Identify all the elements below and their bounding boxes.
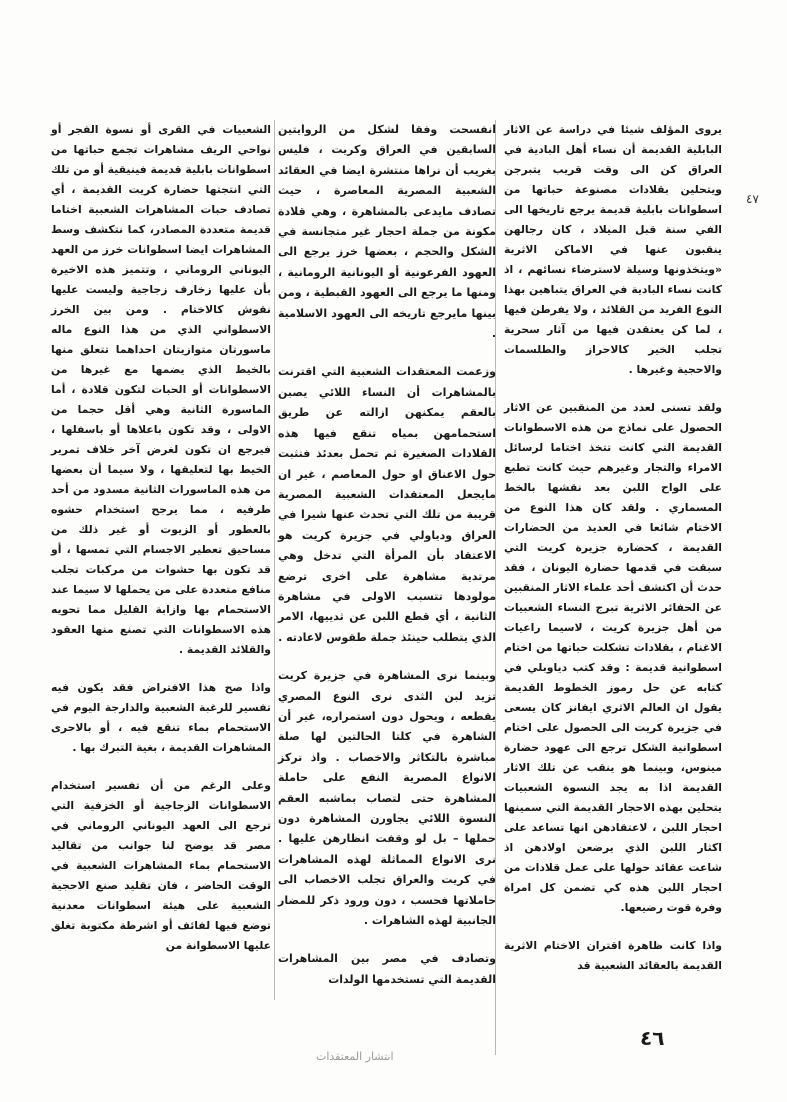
margin-annotation: ٤٧	[746, 192, 759, 206]
text-column-right	[504, 120, 722, 994]
page-number: ٤٦	[640, 1026, 665, 1050]
paragraph: الشعبيات في القرى أو نسوة الفجر أو نواحي الريف مشاهرات تجمع حباتها من اسطوانات بابلية قديمة فينيقية أو من تلك التي انتجتها حضارة كريت القديمة ، أي تصادف حبات المشاهرات الشعبية اختاما قديمة متعددة المصادر، كما نتكشف وسط المشاهرات ايضا اسطوانات خرز من العهد اليوناني الروماني ، وتتميز هذه الاخيرة بأن عليها زخارف زجاجية وليست عليها نقوش كالاختام . ومن بين الخرز الاسطواني الذي من هذا النوع ماله ماسورتان متوازيتان احداهما تتعلق منها بالخيط الذي يضمها مع غيرها من الاسطوانات أو الحبات لتكون قلادة ، أما الماسورة الثانية وهي أقل حجما من الاولى ، وقد تكون باعلاها أو باسفلها ، فيرجع ان تكون لغرض آخر خلاف تمرير الخيط بها لتعليقها ، ولا سيما أن بعضها من هذه الماسورات الثانية مسدود من أحد طرفيه ، مما يرجح استخدام حشوه بالعطور أو الزيوت أو غير ذلك من مساحيق تعطير الاجسام التي تمسها ، أو قد تكون بها حشوات من مركبات تجلب منافع متعددة على من يحملها لا سيما عند الاستحمام بها وازابة القليل مما تحويه هذه الاسطوانات التي تصنع منها العقود والقلائد القديمة .	[51, 123, 271, 656]
paragraph: انفسحت وفقا لشكل من الروايتين السابقين في العراق وكريت ، فليس بغريب أن نراها منتشرة ايضا في العقائد الشعبية المصرية المعاصرة ، حيث تصادف مايدعى بالمشاهرة ، وهي قلادة مكونة من جملة احجار غير متجانسة في الشكل والحجم ، بعضها خرز يرجع الى العهود الفرعونية أو اليونانية الرومانية ، ومنها ما يرجع الى العهود القبطية ، ومن بينها مايرجع تاريخه الى العهود الاسلامية .	[278, 123, 496, 341]
column-divider	[274, 120, 275, 1000]
footer-smudge: انتشار المعتقدات	[316, 1050, 394, 1063]
paragraph: وبينما نرى المشاهرة في جزيرة كريت تزيد لبن الثدى نرى النوع المصري يقطعه ، ويحول دون استمراره، غير أن الشاهرة في كلتا الحالتين لها صلة مباشرة بالتكاثر والاخصاب . واذ تركز الانواع المصرية النفع على حاملة المشاهرة حتى لتصاب بماشبه العقم النسوة اللائي يجاورن المشاهرة دون حملها – بل لو وقفت انظارهن عليها . نرى الانواع المماثلة لهذه المشاهرات في كريت والعراق تجلب الاخصاب الى حاملاتها فحسب ، دون ورود ذكر للمضار الجانبية لهذه الشاهرات .	[278, 669, 496, 928]
paragraph: واذا كانت ظاهرة اقتران الاختام الاثرية القديمة بالعقائد الشعبية قد	[504, 939, 722, 972]
paragraph: واذا صح هذا الافتراض فقد يكون فيه تفسير للرغبة الشعبية والدارجة اليوم في الاستحمام بماء تنقع فيه ، أو بالاحرى المشاهرات القديمة ، بغية التبرك بها .	[51, 681, 271, 754]
paragraph: وعلى الرغم من أن تفسير استخدام الاسطوانات الزجاجية أو الخزفية التي ترجع الى العهد اليوناني الروماني في مصر قد يوضح لنا جوانب من تقاليد الاستحمام بماء المشاهرات الشعبية في الوقت الحاضر ، فان تقليد صنع الاحجية الشعبية على هيئة اسطوانات معدنية توضع فيها لفائف أو اشرطة مكتوبة تغلق عليها الاسطوانة من	[51, 779, 271, 952]
paragraph: وزعمت المعتقدات الشعبية التي اقترنت بالمشاهرات أن النساء اللائي يصبن بالعقم يمكنهن ازالته عن طريق استحمامهن بمياه تنقع فيها هذه القلادات الصغيرة ثم تحمل بعدئذ فتثبت حول الاعناق او حول المعاصم ، غير ان مايجعل المعتقدات الشعبية المصرية قريبة من تلك التي تحدث عنها شيرا في العراق ودياولي في جزيرة كريت هو الاعتقاد بأن المرأة التي تدخل وهي مرتدية مشاهرة على اخرى ترضع مولودها تتسبب الاولى في مشاهرة الثانية ، أي قطع اللبن عن ثدييها، الامر الذي يتطلب حينئذ جملة طقوس لاعادته .	[278, 365, 496, 644]
text-column-middle	[278, 120, 496, 1008]
paragraph: ولقد تسنى لعدد من المنقبين عن الاثار الحصول على نماذج من هذه الاسطوانات القديمة التي كانت تتخذ اختاما لرسائل الامراء والتجار وغيرهم حيث كانت تطبع على الواح اللبن بعد نقشها بالخط المسماري . ولقد كان هذا النوع من الاختام شائعا في العديد من الحضارات القديمة ، كحضارة جزيرة كريت التي سبقت في قدمها حضارة اليونان ، فقد حدث أن اكتشف أحد علماء الاثار المنقبين عن الحفائر الاثرية تبرج النساء الشعبيات من أهل جزيرة كريت ، لاسيما راعيات الاغنام ، بقلادات تشكلت حباتها من اختام اسطوانية قديمة : وقد كتب دياوبلي في كتابه عن حل رموز الخطوط القديمة يقول ان العالم الاثري ايفانز كان يسعى في جزيرة كريت الى الحصول على اختام اسطوانية الشكل ترجع الى عهود حضارة مينوس، وبينما هو ينقب عن تلك الاثار القديمة اذا به يجد النسوة الشعبيات يتحلين بهذه الاحجار القديمة التي سمينها احجار اللبن ، لاعتقادهن انها تساعد على اكثار اللبن الذي يرضعن اولادهن اذ شاعت عقائد حولها على عمل قلادات من احجار اللبن هذه كي تضمن كل امراة وفرة قوت رضيعها.	[504, 401, 722, 914]
text-column-left	[51, 120, 271, 974]
paragraph: يروى المؤلف شيئا في دراسة عن الاثار البابلية القديمة أن نساء أهل البادية في العراق كن الى وقت قريب يتبرجن ويتحلين بقلادات مصنوعة حباتها من اسطوانات بابلية قديمة يرجع تاريخها الى الفي سنة قبل الميلاد ، كان رجالهن ينقبون عنها في الاماكن الاثرية «ويتخذونها وسيلة لاسترضاء نسائهم ، اذ كانت نساء البادية في العراق يتباهين بهذا النوع الفريد من القلائد ، ولا يفرطن فيها ، لما كن يعتقدن فيها من آثار سحرية تجلب الخير كالاحراز والطلسمات والاحجية وغيرها .	[504, 123, 722, 376]
paragraph: وتصادف في مصر بين المشاهرات القديمة التي تستخدمها الولدات	[278, 952, 496, 986]
